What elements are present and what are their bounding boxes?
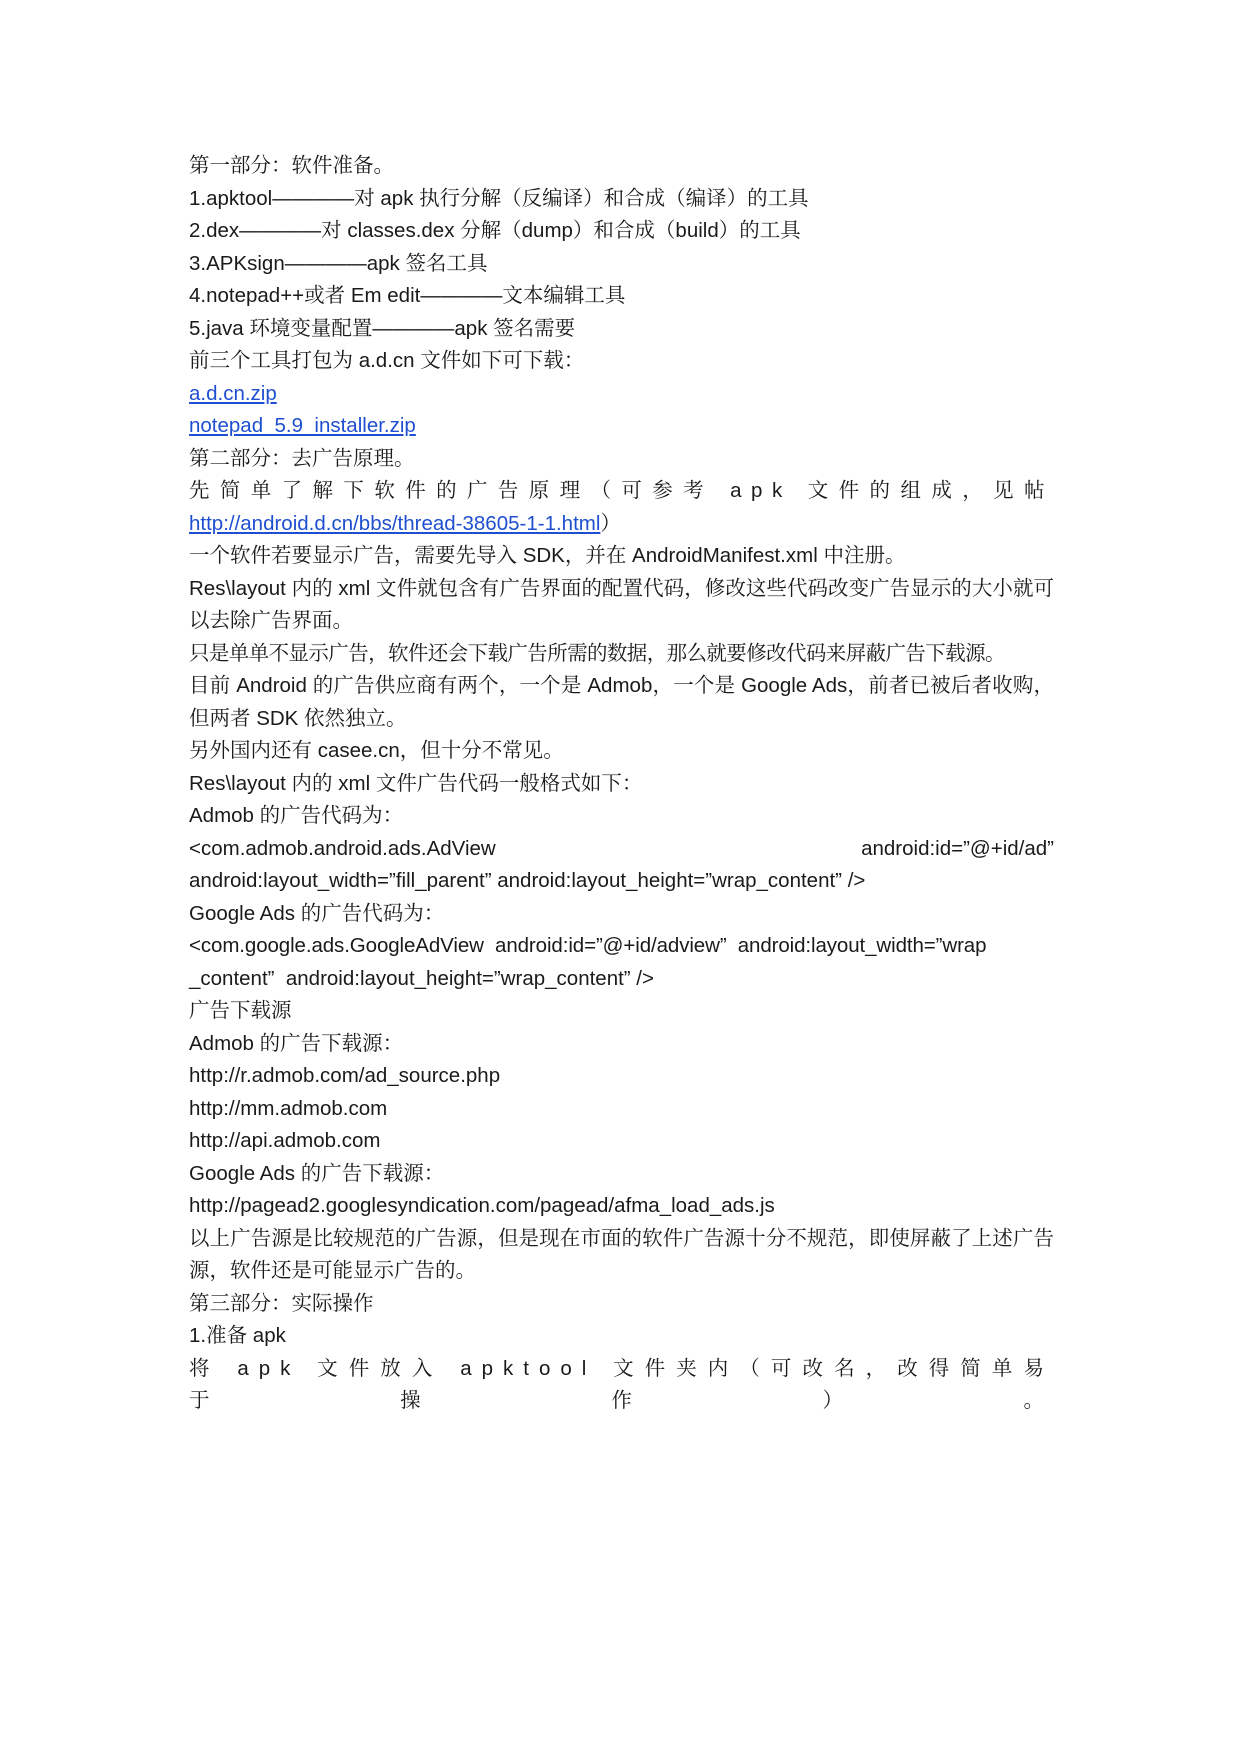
admob-code-tag: <com.admob.android.ads.AdView [189, 836, 496, 860]
download-link-notepad[interactable]: notepad_5.9_installer.zip [189, 414, 416, 437]
tool-item-5: 5.java 环境变量配置————apk 签名需要 [189, 316, 576, 340]
google-code-label: Google Ads 的广告代码为： [189, 901, 445, 925]
google-code-line1: <com.google.ads.GoogleAdView android:id=”@+id/adview” android:layout_width=”wrap [189, 934, 987, 957]
ad-sources-heading: 广告下载源 [189, 999, 292, 1022]
admob-source-3: http://api.admob.com [189, 1129, 381, 1152]
google-code-line2: _content” android:layout_height=”wrap_content” /> [189, 966, 654, 990]
download-link-adcn[interactable]: a.d.cn.zip [189, 381, 277, 405]
section2-intro-line1: 先简单了解下软件的广告原理（可参考 apk 文件的组成，见帖 [189, 479, 1054, 502]
google-source-1: http://pagead2.googlesyndication.com/pagead/afma_load_ads.js [189, 1194, 775, 1217]
admob-code-id: android:id=”@+id/ad” [861, 836, 1054, 860]
section3-heading: 第三部分：实际操作 [189, 1291, 374, 1315]
tool-item-2: 2.dex————对 classes.dex 分解（dump）和合成（build）的工具 [189, 219, 801, 242]
admob-code-line1 [189, 833, 1054, 866]
tool-item-4: 4.notepad++或者 Em edit————文本编辑工具 [189, 284, 626, 307]
download-note: 前三个工具打包为 a.d.cn 文件如下可下载： [189, 349, 585, 372]
download-link-row-2 [189, 410, 1054, 443]
admob-source-1: http://r.admob.com/ad_source.php [189, 1064, 501, 1087]
intro-close-paren: ） [600, 511, 621, 535]
download-link-row-1 [189, 378, 1054, 411]
tool-item-1: 1.apktool————对 apk 执行分解（反编译）和合成（编译）的工具 [189, 186, 809, 210]
admob-sources-label: Admob 的广告下载源： [189, 1031, 404, 1055]
paragraph-xml-format: Res\layout 内的 xml 文件广告代码一般格式如下： [189, 771, 643, 795]
document-page [189, 150, 1054, 1412]
paragraph-casee: 另外国内还有 casee.cn，但十分不常见。 [189, 739, 564, 762]
paragraph-layout: Res\layout 内的 xml 文件就包含有广告界面的配置代码，修改这些代码改变广告显示的大小就可以去除广告界面。 [189, 576, 1054, 632]
paragraph-sdk: 一个软件若要显示广告，需要先导入 SDK，并在 AndroidManifest.xml 中注册。 [189, 544, 906, 567]
paragraph-download-source: 只是单单不显示广告，软件还会下载广告所需的数据，那么就要修改代码来屏蔽广告下载源。 [189, 641, 1005, 665]
google-sources-label: Google Ads 的广告下载源： [189, 1161, 445, 1185]
section2-intro-line2 [189, 508, 1054, 541]
section2-heading: 第二部分：去广告原理。 [189, 446, 415, 470]
tool-item-3: 3.APKsign————apk 签名工具 [189, 251, 488, 275]
paragraph-providers: 目前 Android 的广告供应商有两个，一个是 Admob，一个是 Google Ads，前者已被后者收购，但两者 SDK 依然独立。 [189, 674, 1054, 730]
section1-heading: 第一部分：软件准备。 [189, 154, 394, 177]
admob-source-2: http://mm.admob.com [189, 1096, 388, 1120]
step1-description: 将 apk 文件放入 apktool 文件夹内（可改名，改得简单易于操作）。 [189, 1356, 1054, 1412]
paragraph-closing: 以上广告源是比较规范的广告源，但是现在市面的软件广告源十分不规范，即使屏蔽了上述广告源，软件还是可能显示广告的。 [189, 1226, 1054, 1282]
admob-code-label: Admob 的广告代码为： [189, 804, 404, 827]
admob-code-line2: android:layout_width=”fill_parent” android:layout_height=”wrap_content” /> [189, 869, 866, 892]
step1-title: 1.准备 apk [189, 1324, 286, 1347]
thread-link[interactable]: http://android.d.cn/bbs/thread-38605-1-1.html [189, 511, 601, 535]
